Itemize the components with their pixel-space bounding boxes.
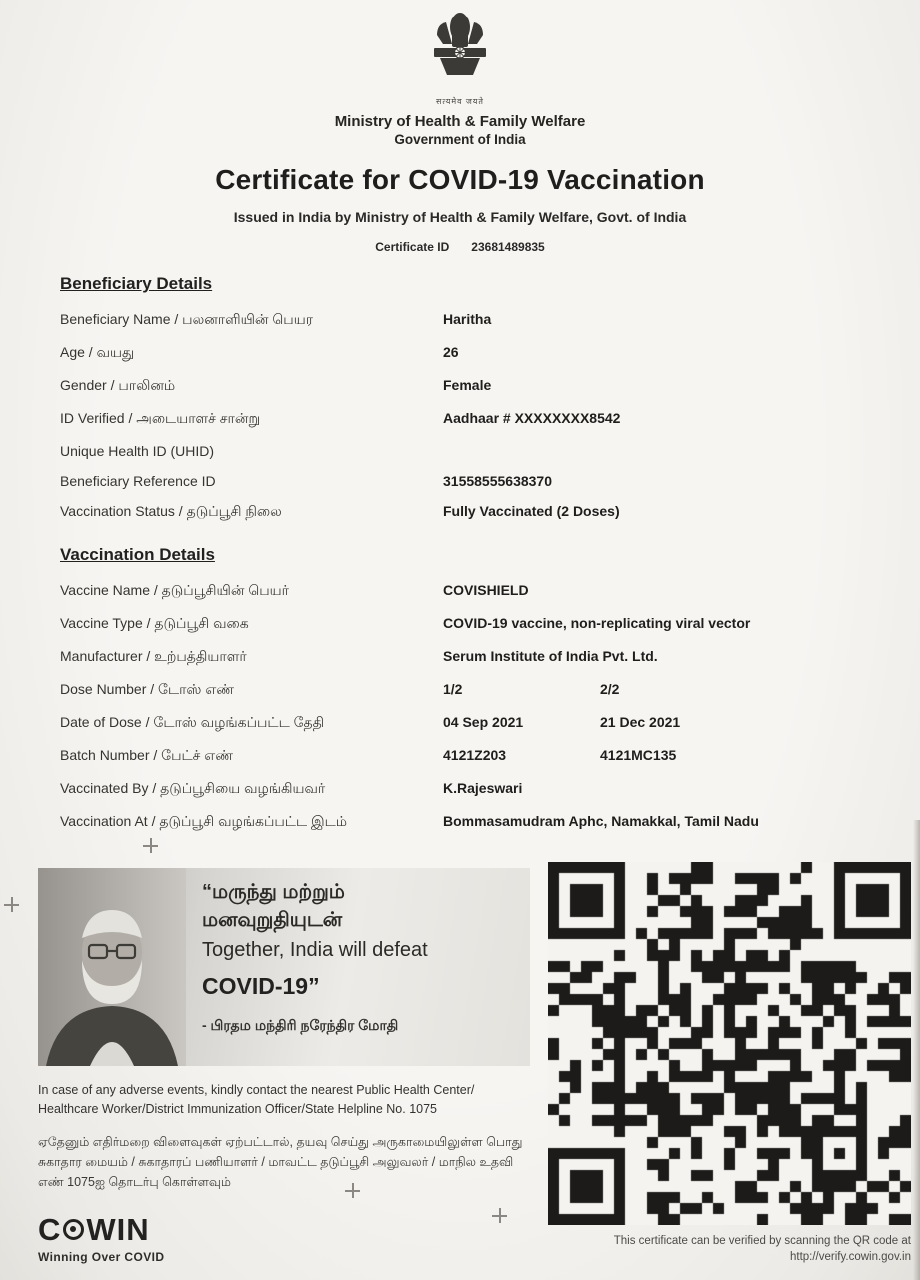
- field-value: COVID-19 vaccine, non-replicating viral vector: [443, 615, 751, 631]
- detail-row: [60, 674, 860, 707]
- certificate-header: [0, 0, 920, 254]
- certificate-id-line: [0, 240, 920, 254]
- field-value: 4121Z203: [443, 747, 507, 763]
- field-label: Age / வயது: [60, 344, 135, 360]
- detail-row: [60, 707, 860, 740]
- certificate-subtitle: Issued in India by Ministry of Health & Family Welfare, Govt. of India: [233, 209, 687, 225]
- pm-quote-text: [186, 868, 434, 1066]
- cowin-logo-c: C: [38, 1211, 62, 1247]
- field-label: Vaccine Type / தடுப்பூசி வகை: [60, 615, 249, 631]
- detail-row: [60, 496, 860, 529]
- detail-row: [60, 337, 860, 370]
- quote-tamil-line2: மனவுறுதியுடன்: [202, 909, 343, 931]
- field-label: Beneficiary Name / பலனாளியின் பெயர: [60, 311, 313, 327]
- field-label: Date of Dose / டோஸ் வழங்கப்பட்ட தேதி: [60, 714, 325, 730]
- field-label: Vaccine Name / தடுப்பூசியின் பெயர்: [60, 582, 289, 598]
- detail-row: [60, 641, 860, 674]
- certificate-id-value: 23681489835: [471, 240, 545, 254]
- certificate-id-label: Certificate ID: [375, 240, 450, 254]
- field-value: 31558555638370: [443, 473, 553, 489]
- verify-url: http://verify.cowin.gov.in: [789, 1251, 911, 1264]
- field-label: Unique Health ID (UHID): [60, 443, 215, 459]
- field-value: 04 Sep 2021: [443, 714, 524, 730]
- verify-text: This certificate can be verified by scanning the QR code at: [613, 1235, 911, 1247]
- field-label: Vaccination Status / தடுப்பூசி நிலை: [60, 503, 282, 519]
- field-value: K.Rajeswari: [443, 780, 523, 796]
- india-emblem: [428, 10, 492, 95]
- field-value-2: 21 Dec 2021: [600, 714, 681, 730]
- pm-quote-box: [38, 868, 530, 1066]
- detail-row: [60, 466, 860, 496]
- scan-edge-shadow: [913, 820, 920, 1280]
- detail-row: [60, 575, 860, 608]
- field-value: 26: [443, 344, 459, 360]
- cowin-tagline: Winning Over COVID: [38, 1249, 165, 1264]
- emblem-motto: सत्यमेव जयते: [436, 97, 484, 106]
- quote-tamil-line1: “மருந்து மற்றும்: [202, 881, 345, 903]
- field-label: Beneficiary Reference ID: [60, 473, 216, 489]
- field-label: ID Verified / அடையாளச் சான்று: [60, 410, 261, 426]
- field-value: Aadhaar # XXXXXXXX8542: [443, 410, 621, 426]
- detail-row: [60, 806, 860, 839]
- cowin-logo: [38, 1212, 530, 1264]
- detail-row: [60, 304, 860, 337]
- cowin-logo-win: WIN: [86, 1211, 150, 1247]
- field-label: Manufacturer / உற்பத்தியாளர்: [60, 648, 247, 664]
- beneficiary-rows: [60, 304, 860, 529]
- field-value: Fully Vaccinated (2 Doses): [443, 503, 620, 519]
- certificate-details: [60, 274, 860, 839]
- detail-row: [60, 608, 860, 641]
- advisory-english: In case of any adverse events, kindly contact the nearest Public Health Center/ Healthcare Worker/District Immunization Officer/State Helpline No. 1075: [38, 1083, 475, 1117]
- certificate-footer-band: [0, 852, 920, 1280]
- vaccination-rows: [60, 575, 860, 839]
- modi-photo: [38, 868, 186, 1066]
- field-value: Female: [443, 377, 492, 393]
- field-label: Vaccinated By / தடுப்பூசியை வழங்கியவர்: [60, 780, 326, 796]
- verify-note: [548, 1233, 911, 1265]
- field-value: Bommasamudram Aphc, Namakkal, Tamil Nadu: [443, 813, 759, 829]
- detail-row: [60, 436, 860, 466]
- section-title-beneficiary: Beneficiary Details: [60, 274, 213, 293]
- advisory-tamil: ஏதேனும் எதிர்மறை விளைவுகள் ஏற்பட்டால், தயவு செய்து அருகாமையிலுள்ள பொது சுகாதார மையம் / சுகாதாரப் பணியாளர் / மாவட்ட தடுப்பூசி அலுவலர் / மாநில உதவி எண் 1075ஐ தொடர்பு கொள்ளவும்: [38, 1134, 523, 1189]
- field-label: Vaccination At / தடுப்பூசி வழங்கப்பட்ட இடம்: [60, 813, 347, 829]
- field-value: COVISHIELD: [443, 582, 529, 598]
- government-name: Government of India: [394, 132, 526, 147]
- field-value: Serum Institute of India Pvt. Ltd.: [443, 648, 658, 664]
- section-title-vaccination: Vaccination Details: [60, 545, 215, 564]
- field-value-2: 2/2: [600, 681, 620, 697]
- field-label: Gender / பாலினம்: [60, 377, 176, 393]
- qr-code: [548, 862, 911, 1225]
- field-value: Haritha: [443, 311, 492, 327]
- ministry-name: Ministry of Health & Family Welfare: [334, 113, 586, 130]
- detail-row: [60, 773, 860, 806]
- quote-english-line2: COVID-19”: [202, 973, 320, 999]
- detail-row: [60, 403, 860, 436]
- cowin-logo-o-icon: [63, 1219, 84, 1240]
- quote-attribution: - பிரதம மந்திரி நரேந்திர மோதி: [202, 1017, 399, 1033]
- detail-row: [60, 370, 860, 403]
- registration-mark: [143, 838, 158, 853]
- field-value: 1/2: [443, 681, 463, 697]
- detail-row: [60, 740, 860, 773]
- certificate-title: Certificate for COVID-19 Vaccination: [215, 164, 705, 195]
- field-value-2: 4121MC135: [600, 747, 677, 763]
- field-label: Batch Number / பேட்ச் எண்: [60, 747, 234, 763]
- field-label: Dose Number / டோஸ் எண்: [60, 681, 235, 697]
- quote-english-line1: Together, India will defeat: [202, 939, 428, 961]
